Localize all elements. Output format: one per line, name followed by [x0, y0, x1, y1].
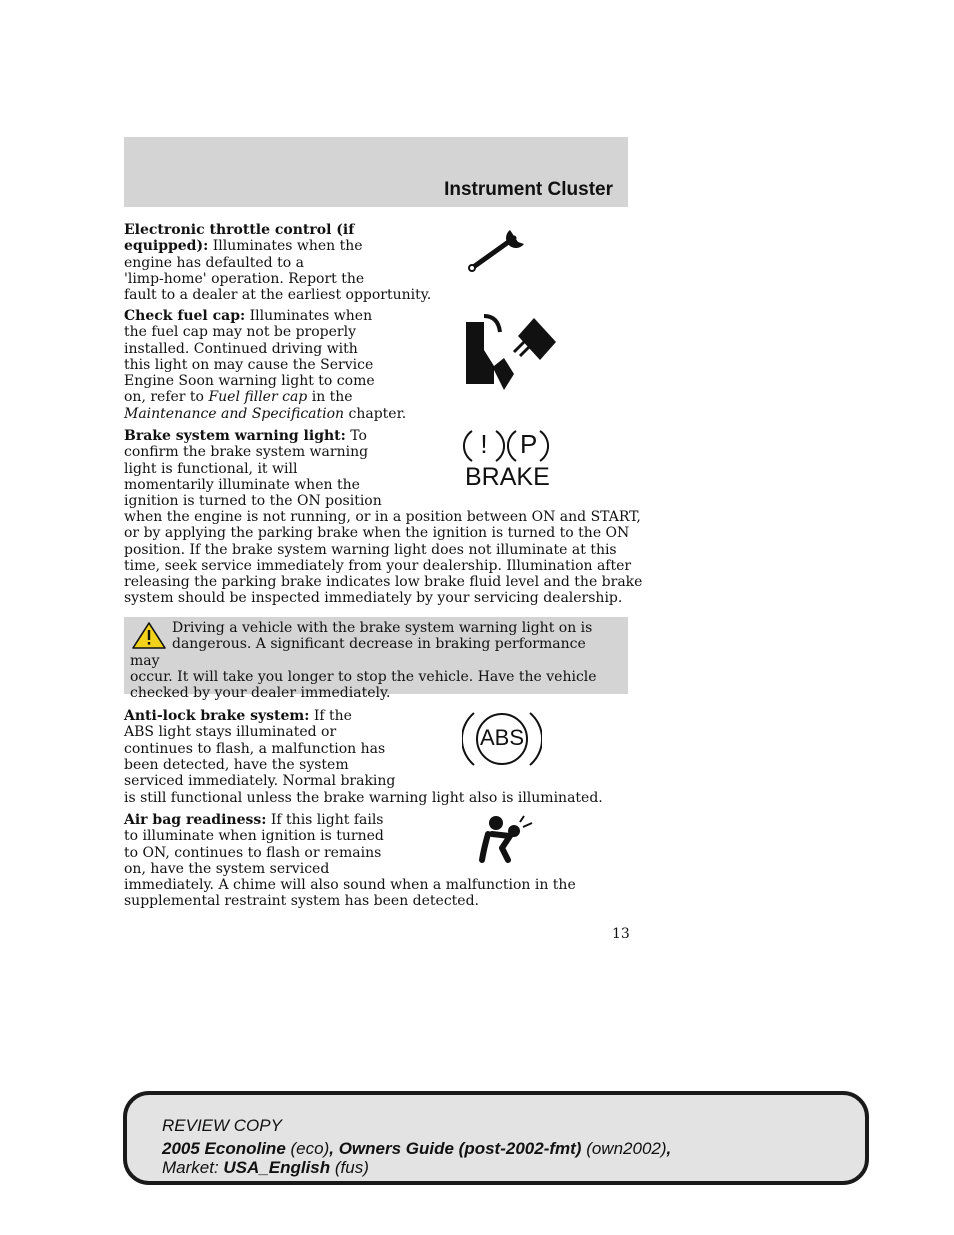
abs-paragraph-end: is still functional unless the brake warning light also is illuminated. — [124, 790, 603, 806]
maintenance-chapter-ref: Maintenance and Specification — [124, 405, 345, 422]
etc-paragraph-end: fault to a dealer at the earliest opportunity. — [124, 287, 432, 303]
parking-p-glyph: P — [520, 429, 538, 459]
abs-paragraph-intro: Anti-lock brake system: If the ABS light stays illuminated or continues to flash, a malfunction has been detected, have the system serviced immediately. Normal braking — [124, 708, 396, 790]
fuel-cap-icon — [464, 312, 560, 396]
abs-label: Anti-lock brake system: — [124, 708, 310, 724]
brake-label: Brake system warning light: — [124, 428, 346, 444]
fuel-cap-paragraph: Check fuel cap: Illuminates when the fuel cap may not be properly installed. Continued driving with this light on may cause the Service Engine Soon warning light to come on, refer to Fuel filler cap in the Maintenance and Specification chapter. — [124, 308, 407, 422]
section-header-band — [124, 137, 628, 207]
brake-warning-icon — [462, 427, 558, 493]
wrench-icon — [466, 226, 530, 278]
brake-paragraph-intro: Brake system warning light: To confirm the brake system warning light is functional, it will momentarily illuminate when the ignition is turned to the ON position — [124, 428, 382, 510]
etc-paragraph: Electronic throttle control (if equipped): Illuminates when the engine has defaulted to a 'limp-home' operation. Report the — [124, 222, 365, 287]
warning-text: Driving a vehicle with the brake system warning light on is dangerous. A significant decrease in braking performance may occur. It will take you longer to stop the vehicle. Have the vehicle checked by your dealer immediately. — [130, 620, 597, 702]
airbag-icon — [478, 814, 536, 868]
abs-word: ABS — [479, 725, 525, 750]
fuel-cap-label: Check fuel cap: — [124, 308, 246, 324]
footer-market-line: Market: USA_English (fus) — [162, 1158, 369, 1177]
abs-icon — [462, 707, 542, 771]
fuel-filler-cap-ref: Fuel filler cap — [208, 389, 308, 406]
brake-paragraph-body: when the engine is not running, or in a position between ON and START, or by applying the parking brake when the ignition is turned to the ON position. If the brake system warning light does not illuminate at this time, seek service immediately from your dealership. Illumination after releasing the parking brake indicates low brake fluid level and the brake system should be inspected immediately by your servicing dealership. — [124, 509, 643, 607]
etc-label: Electronic throttle control (if — [124, 222, 355, 238]
page-title: Instrument Cluster — [444, 179, 613, 200]
airbag-paragraph-intro: Air bag readiness: If this light fails to illuminate when ignition is turned to ON, continues to flash or remains on, have the system serviced — [124, 812, 384, 877]
warning-triangle-icon — [130, 620, 168, 650]
page-number: 13 — [612, 926, 630, 942]
airbag-label: Air bag readiness: — [124, 812, 267, 828]
exclamation-glyph: ! — [480, 429, 488, 459]
review-copy-label: REVIEW COPY — [162, 1116, 282, 1135]
warning-callout — [124, 617, 628, 702]
brake-word: BRAKE — [465, 463, 550, 491]
etc-label-cont: equipped): — [124, 238, 209, 255]
airbag-paragraph-end: immediately. A chime will also sound when a malfunction in the supplemental restraint system has been detected. — [124, 877, 576, 910]
review-copy-footer — [123, 1091, 869, 1185]
footer-model-line: 2005 Econoline (eco), Owners Guide (post-2002-fmt) (own2002), — [162, 1139, 672, 1158]
